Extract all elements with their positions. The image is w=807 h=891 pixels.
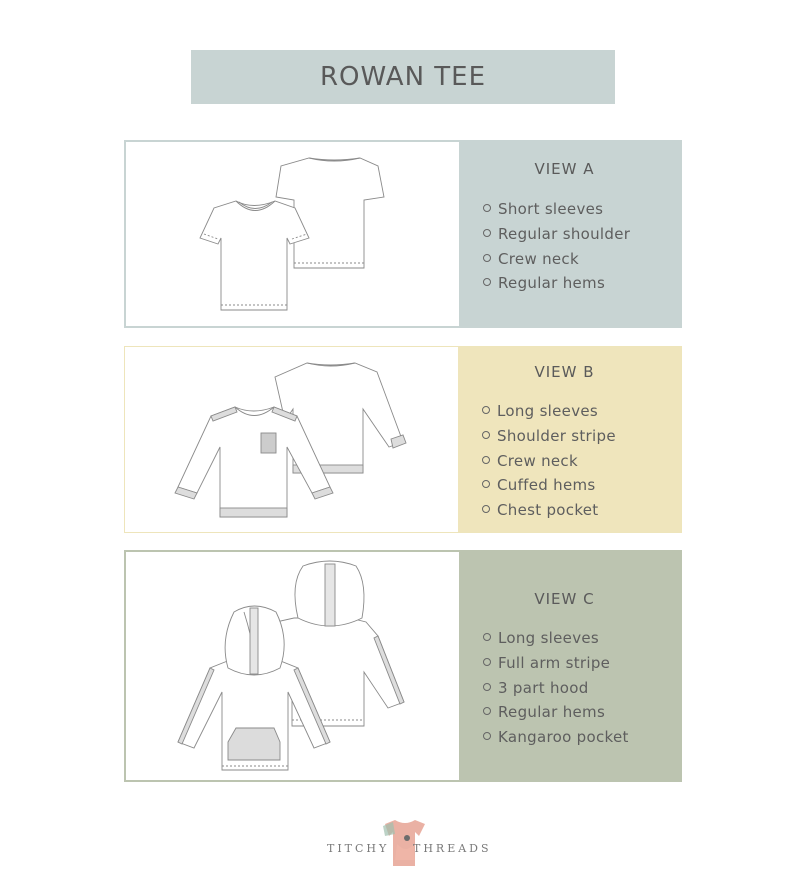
bullet-icon <box>482 406 490 414</box>
view-c-info <box>459 552 680 780</box>
title-banner <box>191 50 615 104</box>
view-c-panel <box>124 550 682 782</box>
list-item: Crew neck <box>483 247 680 272</box>
page-title: ROWAN TEE <box>319 62 487 92</box>
short-sleeve-tee-illustration <box>126 142 459 328</box>
bullet-icon <box>483 658 491 666</box>
view-a-feature-list <box>459 197 680 296</box>
view-a-info <box>459 142 680 326</box>
list-item: Chest pocket <box>482 498 681 523</box>
view-a-panel <box>124 140 682 328</box>
logo-word-right: THREADS <box>413 842 492 855</box>
view-a-illustration <box>126 142 459 326</box>
list-item: Long sleeves <box>483 626 680 651</box>
bullet-icon <box>482 431 490 439</box>
bullet-icon <box>483 204 491 212</box>
bullet-icon <box>483 229 491 237</box>
view-c-illustration <box>126 552 459 780</box>
list-item: Short sleeves <box>483 197 680 222</box>
list-item: Shoulder stripe <box>482 424 681 449</box>
bullet-icon <box>483 278 491 286</box>
bullet-icon <box>483 254 491 262</box>
titchy-threads-logo <box>327 814 492 872</box>
view-b-illustration <box>125 347 458 532</box>
view-a-heading: VIEW A <box>534 160 595 178</box>
bullet-icon <box>482 505 490 513</box>
bullet-icon <box>482 480 490 488</box>
list-item: Long sleeves <box>482 399 681 424</box>
list-item: Crew neck <box>482 449 681 474</box>
view-b-panel <box>124 346 682 533</box>
list-item: Kangaroo pocket <box>483 725 680 750</box>
view-c-feature-list <box>459 626 680 750</box>
list-item: Regular hems <box>483 271 680 296</box>
logo-word-left: TITCHY <box>327 842 390 855</box>
long-sleeve-tee-illustration <box>125 347 458 532</box>
bullet-icon <box>482 456 490 464</box>
list-item: 3 part hood <box>483 676 680 701</box>
view-b-heading: VIEW B <box>534 363 595 381</box>
list-item: Full arm stripe <box>483 651 680 676</box>
hoodie-illustration <box>126 552 459 782</box>
list-item: Regular hems <box>483 700 680 725</box>
view-b-feature-list <box>458 399 681 523</box>
view-b-info <box>458 347 681 532</box>
bullet-icon <box>483 707 491 715</box>
bullet-icon <box>483 683 491 691</box>
bullet-icon <box>483 633 491 641</box>
list-item: Cuffed hems <box>482 473 681 498</box>
bullet-icon <box>483 732 491 740</box>
list-item: Regular shoulder <box>483 222 680 247</box>
view-c-heading: VIEW C <box>534 590 595 608</box>
